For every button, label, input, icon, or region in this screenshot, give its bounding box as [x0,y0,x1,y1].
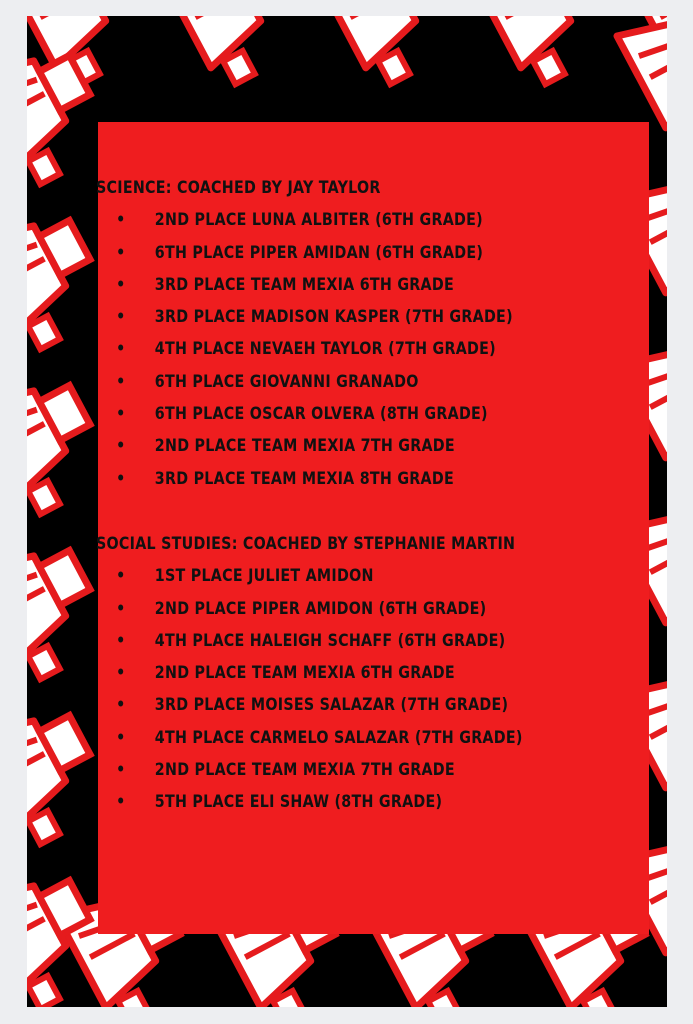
list-item: • 5TH PLACE ELI SHAW (8TH GRADE) [96,786,533,818]
list-item: • 4TH PLACE HALEIGH SCHAFF (6TH GRADE) [96,625,533,657]
list-item: • 2ND PLACE TEAM MEXIA 7TH GRADE [96,754,533,786]
list-item: • 2ND PLACE TEAM MEXIA 7TH GRADE [96,430,533,462]
megaphone-icon [317,16,466,91]
bullet-icon: • [116,468,126,489]
list-item: • 6TH PLACE PIPER AMIDAN (6TH GRADE) [96,237,533,269]
bullet-icon: • [116,210,126,231]
bullet-icon: • [116,792,126,813]
list-item: • 3RD PLACE TEAM MEXIA 6TH GRADE [96,269,533,301]
list-item: • 4TH PLACE NEVAEH TAYLOR (7TH GRADE) [96,333,533,365]
bullet-icon: • [116,630,126,651]
bullet-icon: • [116,274,126,295]
science-section [96,172,533,495]
list-item: • 1ST PLACE JULIET AMIDON [96,560,533,592]
list-item: • 6TH PLACE OSCAR OLVERA (8TH GRADE) [96,398,533,430]
bullet-icon: • [116,371,126,392]
science-list [96,204,533,495]
bullet-icon: • [116,404,126,425]
bullet-icon: • [116,436,126,457]
bullet-icon: • [116,339,126,360]
social-studies-list [96,560,533,818]
list-item: • 2ND PLACE PIPER AMIDON (6TH GRADE) [96,593,533,625]
social-studies-section [96,528,533,819]
bullet-icon: • [116,663,126,684]
social-studies-heading: SOCIAL STUDIES: COACHED BY STEPHANIE MARTIN [96,533,516,554]
list-item: • 6TH PLACE GIOVANNI GRANADO [96,366,533,398]
megaphone-icon [472,16,621,91]
bullet-icon: • [116,695,126,716]
bullet-icon: • [116,598,126,619]
list-item: • 2ND PLACE TEAM MEXIA 6TH GRADE [96,657,533,689]
bullet-icon: • [116,566,126,587]
list-item: • 4TH PLACE CARMELO SALAZAR (7TH GRADE) [96,722,533,754]
science-heading: SCIENCE: COACHED BY JAY TAYLOR [96,178,381,198]
bullet-icon: • [116,727,126,748]
awards-text [96,172,533,819]
bullet-icon: • [116,760,126,781]
list-item: • 3RD PLACE MADISON KASPER (7TH GRADE) [96,301,533,333]
list-item: • 3RD PLACE TEAM MEXIA 8TH GRADE [96,463,533,495]
bullet-icon: • [116,242,126,263]
bullet-icon: • [116,307,126,328]
section-spacer [96,495,533,528]
megaphone-icon [162,16,311,91]
list-item: • 2ND PLACE LUNA ALBITER (6TH GRADE) [96,204,533,236]
list-item: • 3RD PLACE MOISES SALAZAR (7TH GRADE) [96,689,533,721]
